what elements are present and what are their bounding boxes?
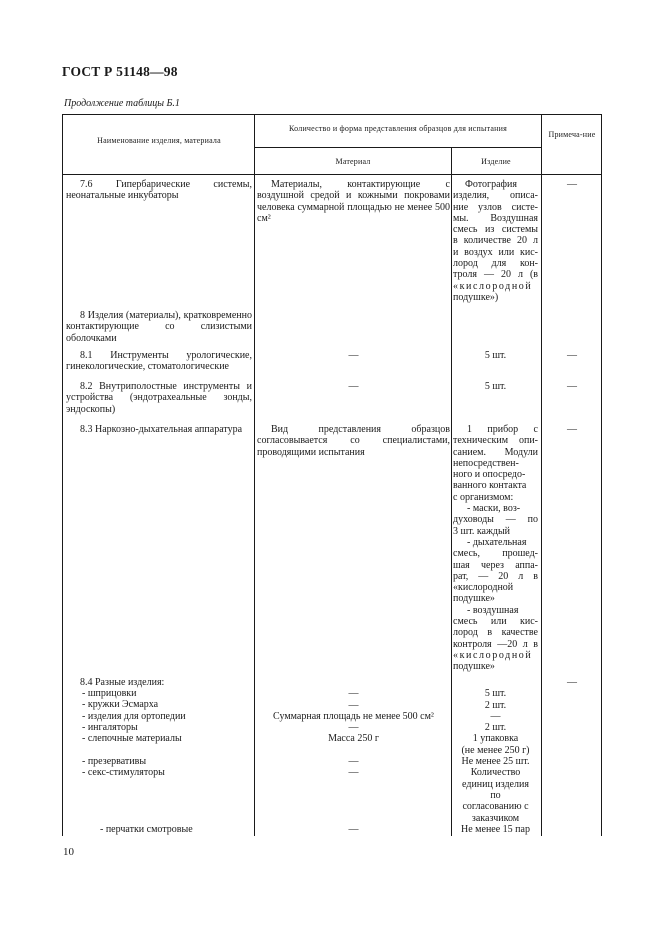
item-product: (не менее 250 г)	[461, 744, 530, 756]
page-number: 10	[63, 846, 74, 858]
item-material: —	[348, 767, 359, 779]
col-header-material: Материал	[335, 157, 371, 166]
product-line: духоводы — по	[453, 514, 538, 526]
item-product: по	[490, 789, 501, 801]
col-divider-3	[541, 114, 542, 836]
col-divider-1	[254, 114, 255, 836]
product-line: - дыхательная	[467, 536, 527, 548]
header-bottom-border	[62, 174, 602, 175]
product-line: с организмом:	[453, 491, 514, 503]
item-material	[257, 745, 450, 756]
row-8-2-material: —	[348, 381, 359, 392]
col-header-note: Примеча-ние	[548, 130, 596, 139]
item-material	[257, 801, 450, 812]
product-line: «кислородной	[453, 280, 533, 292]
item-product: Не менее 25 шт.	[461, 756, 530, 768]
product-line: техническим опи-	[453, 435, 538, 447]
product-line: смесь или кис-	[453, 616, 538, 628]
row-8-2-note: —	[567, 381, 577, 392]
item-material	[257, 779, 450, 790]
product-line: ного и опосредо-	[453, 469, 526, 481]
product-line: смесь из системы	[453, 224, 538, 236]
row-7-6-material: Материалы, контактирующие с воздушной средой и кожными покровами человека суммарной площадью не менее 500 см²	[257, 179, 450, 224]
product-line: подушке»	[453, 593, 495, 605]
item-name	[82, 812, 252, 823]
product-line: ванного контакта	[453, 480, 527, 492]
row-8-4-items-names	[82, 688, 252, 835]
item-material	[257, 813, 450, 824]
item-name: - слепочные материалы	[82, 733, 182, 745]
item-name	[82, 778, 252, 789]
product-line: «кислородной	[453, 649, 533, 661]
item-product: 2 шт.	[484, 699, 507, 711]
item-material: Масса 250 г	[328, 733, 379, 745]
document-id: ГОСТ Р 51148—98	[62, 64, 178, 79]
item-product	[453, 677, 538, 688]
item-product: единиц изделия	[462, 778, 529, 790]
product-line: и воздух или кис-	[453, 246, 538, 258]
item-name: - кружки Эсмарха	[82, 699, 159, 711]
item-product: 5 шт.	[484, 688, 507, 700]
product-line: рат, — 20 л в	[453, 570, 538, 582]
item-name	[82, 801, 252, 812]
product-line: шая через аппа-	[453, 559, 538, 571]
item-material: Суммарная площадь не менее 500 см²	[273, 710, 434, 722]
product-line: - маски, воз-	[467, 503, 521, 515]
product-line: 3 шт. каждый	[453, 525, 511, 537]
item-name: - секс-стимуляторы	[82, 767, 165, 779]
row-7-6-note: —	[567, 179, 577, 190]
item-name: - презервативы	[82, 755, 147, 767]
item-product: 1 упаковка	[472, 733, 519, 745]
row-8-4-items-products	[453, 677, 538, 835]
product-line: контроля —20 л в	[453, 638, 538, 650]
product-line: «кислородной	[453, 582, 514, 594]
product-line: - воздушная	[467, 604, 519, 616]
product-line: Фотография	[465, 179, 517, 190]
product-line: непосредствен-	[453, 457, 519, 469]
col-header-name: Наименование изделия, материала	[97, 136, 221, 145]
row-8-3-product	[453, 424, 538, 673]
table-left-border	[62, 114, 63, 836]
row-8-4-name: 8.4 Разные изделия:	[80, 677, 165, 688]
product-line: мы. Воздушная	[453, 212, 538, 224]
row-8-1-material: —	[348, 350, 359, 361]
item-material: —	[348, 699, 359, 711]
item-name	[82, 744, 252, 755]
row-8-4-items-materials	[257, 677, 450, 835]
row-8-1-name: 8.1 Инструменты урологические, гинекологические, стоматологические	[66, 350, 252, 373]
product-line: ние узлов систе-	[453, 201, 538, 213]
item-product: заказчиком	[471, 812, 520, 824]
row-8-name: 8 Изделия (материалы), кратковременно контактирующие со слизистыми оболочками	[66, 310, 252, 344]
product-line: лород для кон-	[453, 258, 538, 270]
product-line: санием. Модули	[453, 446, 538, 458]
row-8-3-name: 8.3 Наркозно-дыхательная аппаратура	[80, 424, 243, 435]
item-material	[257, 790, 450, 801]
row-8-3-note: —	[567, 424, 577, 435]
row-7-6-product	[453, 179, 538, 303]
product-line: подушке»)	[453, 291, 499, 303]
product-line: лород в качестве	[453, 627, 538, 639]
table-top-border	[62, 114, 602, 115]
item-material: —	[348, 722, 359, 734]
product-line: в количестве 20 л	[453, 235, 538, 247]
row-8-2-name: 8.2 Внутриполостные инструменты и устройства (эндотрахеальные зонды, эндоскопы)	[66, 381, 252, 415]
product-line: смесь, прошед-	[453, 548, 538, 560]
item-material: —	[348, 756, 359, 768]
item-product: 2 шт.	[484, 722, 507, 734]
item-name: - ингаляторы	[82, 721, 138, 733]
table-right-border	[601, 114, 602, 836]
col-header-product: Изделие	[481, 157, 511, 166]
product-line: изделия, описа-	[453, 190, 538, 202]
subheader-divider	[254, 147, 541, 148]
item-name	[82, 790, 252, 801]
item-product: Количество	[470, 767, 521, 779]
row-8-4-note: —	[567, 677, 577, 688]
row-8-2-product: 5 шт.	[484, 381, 507, 392]
row-8-1-product: 5 шт.	[484, 350, 507, 361]
item-material: —	[348, 823, 359, 835]
item-material	[257, 677, 450, 688]
row-7-6-name: 7.6 Гипербарические системы, неонатальные инкубаторы	[66, 179, 252, 202]
item-name: - перчатки смотровые	[100, 823, 193, 835]
item-product: —	[490, 710, 501, 722]
item-name: - изделия для ортопедии	[82, 710, 186, 722]
row-8-1-note: —	[567, 350, 577, 361]
item-name: - шприцовки	[82, 688, 137, 699]
item-material: —	[348, 688, 359, 700]
col-divider-2	[451, 147, 452, 836]
product-line: троля — 20 л (в	[453, 269, 538, 281]
row-8-3-material: Вид представления образцов согласовывается со специалистами, проводящими испытания	[257, 424, 450, 458]
col-header-quantity: Количество и форма представления образцов для испытания	[289, 124, 507, 133]
product-line: 1 прибор с	[467, 424, 538, 435]
item-product: Не менее 15 пар	[461, 823, 530, 835]
table-continuation-caption: Продолжение таблицы Б.1	[64, 98, 180, 109]
item-product: согласованию с	[462, 801, 529, 813]
product-line: подушке»	[453, 661, 495, 673]
